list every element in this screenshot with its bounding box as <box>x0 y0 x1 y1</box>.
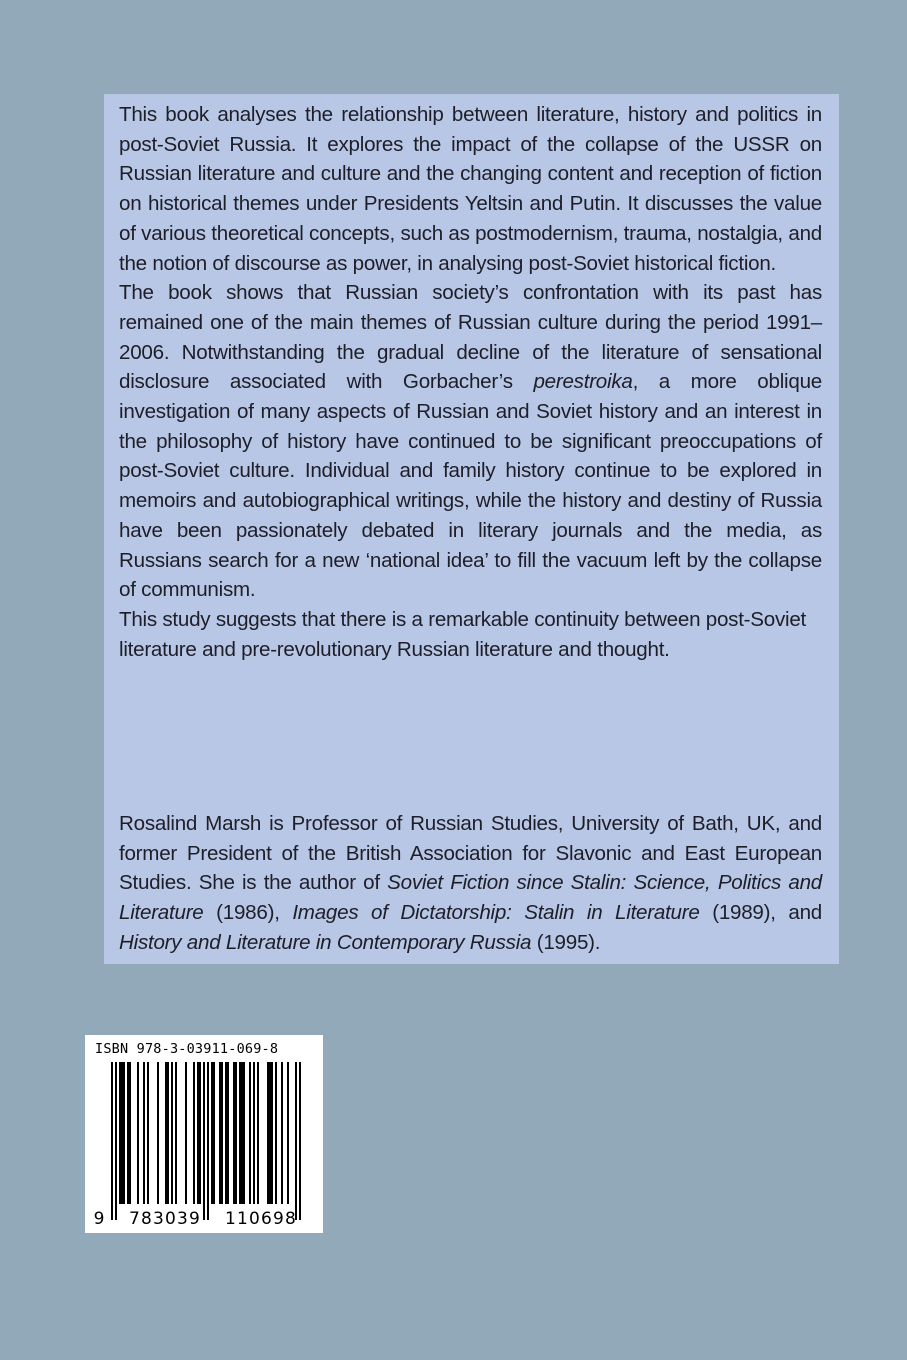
barcode-bar <box>235 1062 237 1204</box>
barcode-bar <box>123 1062 125 1204</box>
barcode-bar <box>137 1062 139 1204</box>
barcode-digit-first: 9 <box>93 1209 105 1229</box>
author-bio-intro: Rosalind Marsh is Professor of Russian Studies, University of Bath, UK, and former President of the British Association for Slavonic and East European Studies. She is the author of <box>119 812 822 895</box>
blurb-paragraph-2-start: The book shows that Russian society’s confrontation with its past has remained one of the main themes of Russian culture during the period 1991–2006. Notwithstanding the gradual decline of the literature of sensational disclosure associated with Gorbacher’s <box>119 281 822 394</box>
barcode-bar <box>213 1062 215 1204</box>
barcode-digits-left: 783039 <box>128 1209 202 1229</box>
barcode-bar <box>211 1062 213 1204</box>
barcode-bar <box>171 1062 173 1204</box>
barcode-bar <box>295 1062 297 1220</box>
description-panel <box>104 94 839 964</box>
barcode-bar <box>257 1062 259 1204</box>
barcode-bar <box>111 1062 113 1220</box>
barcode-bar <box>271 1062 273 1204</box>
barcode-image <box>85 1035 323 1233</box>
barcode-bar <box>275 1062 277 1204</box>
blurb-paragraph-3: This study suggests that there is a remarkable continuity between post-Soviet literature and pre-revolutionary Russian literature and thought. <box>119 607 807 661</box>
book-year-3: (1995). <box>531 930 601 954</box>
barcode-bar <box>243 1062 245 1204</box>
barcode-bars <box>111 1062 301 1220</box>
book-title-1: Soviet Fiction since Stalin: Science, Politics and Literature <box>119 871 822 925</box>
barcode-bar <box>199 1062 201 1204</box>
barcode-bar <box>147 1062 149 1204</box>
book-title-3: History and Literature in Contemporary Russia <box>119 930 532 954</box>
perestroika-term: perestroika <box>533 370 633 394</box>
barcode-bar <box>167 1062 169 1204</box>
barcode-bar <box>143 1062 145 1204</box>
barcode-bar <box>185 1062 187 1204</box>
barcode-bar <box>287 1062 289 1204</box>
barcode-bar <box>249 1062 251 1204</box>
book-title-2: Images of Dictatorship: Stalin in Literature <box>292 901 700 925</box>
barcode-bar <box>221 1062 223 1204</box>
barcode-digits <box>94 1209 297 1229</box>
barcode-bar <box>225 1062 227 1204</box>
barcode-bar <box>165 1062 167 1204</box>
barcode-bar <box>157 1062 159 1204</box>
isbn-label: ISBN 978-3-03911-069-8 <box>95 1041 279 1057</box>
barcode-bar <box>239 1062 241 1204</box>
book-year-2: (1989), and <box>699 901 822 925</box>
barcode-bar <box>241 1062 243 1204</box>
barcode-digits-right: 110698 <box>224 1209 298 1229</box>
barcode-bar <box>203 1062 205 1220</box>
author-bio <box>119 809 822 958</box>
blurb-paragraph-2-end: , a more oblique investigation of many aspects of Russian and Soviet history and an interest in the philosophy of history have continued to be significant preoccupations of post-Soviet culture. Individual and family history continue to be explored in memoirs and autobiographical writings, while the history and destiny of Russia have been passionately debated in literary journals and the media, as Russians search for a new ‘national idea’ to fill the vacuum left by the collapse of communism. <box>119 370 822 602</box>
blurb-paragraph-2 <box>119 278 822 605</box>
barcode-bar <box>219 1062 221 1204</box>
barcode-box <box>85 1035 323 1233</box>
book-year-1: (1986), <box>203 901 293 925</box>
barcode-bar <box>197 1062 199 1204</box>
barcode-bar <box>253 1062 255 1204</box>
barcode-bar <box>127 1062 129 1204</box>
barcode-bar <box>227 1062 229 1204</box>
barcode-bar <box>281 1062 283 1204</box>
barcode-bar <box>175 1062 177 1204</box>
barcode-bar <box>207 1062 209 1220</box>
barcode-bar <box>299 1062 301 1220</box>
barcode-bar <box>267 1062 269 1204</box>
barcode-bar <box>121 1062 123 1204</box>
barcode-bar <box>233 1062 235 1204</box>
barcode-bar <box>119 1062 121 1204</box>
blurb-paragraph-1: This book analyses the relationship between literature, history and politics in post-Soviet Russia. It explores the impact of the collapse of the USSR on Russian literature and culture and the changing content and reception of fiction on historical themes under Presidents Yeltsin and Putin. It discusses the value of various theoretical concepts, such as postmodernism, trauma, nostalgia, and the notion of discourse as power, in analysing post-Soviet historical fiction. <box>119 103 822 275</box>
barcode-bar <box>115 1062 117 1220</box>
barcode-bar <box>129 1062 131 1204</box>
barcode-bar <box>193 1062 195 1204</box>
barcode-bar <box>269 1062 271 1204</box>
